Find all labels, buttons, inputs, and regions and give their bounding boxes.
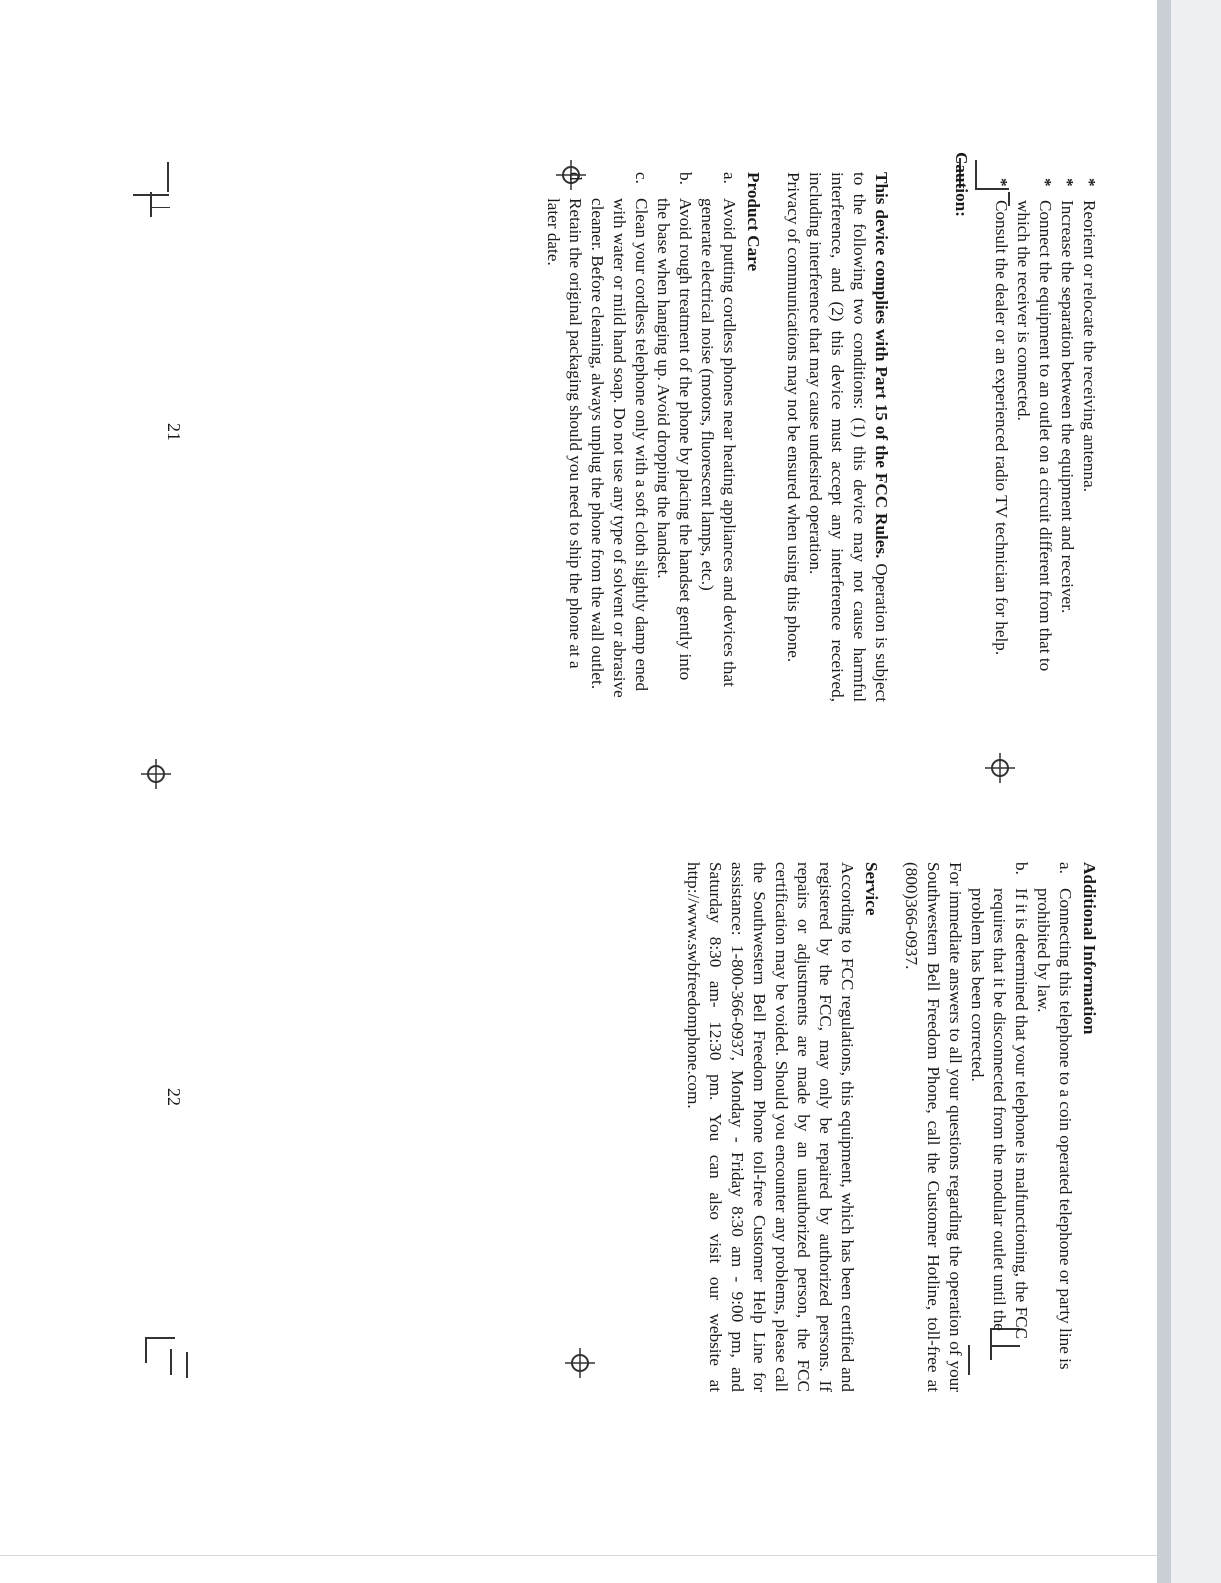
fcc-heading: This device complies with Part 15 of the FCC Rules. [872, 172, 891, 559]
list-item: * Consult the dealer or an experienced radio TV technician for help. [992, 178, 1011, 656]
scan-margin [1171, 0, 1221, 1583]
list-item: * Increase the separation between the equipment and receiver. [1058, 178, 1077, 614]
list-item: * Reorient or relocate the receiving antenna. [1080, 178, 1099, 493]
additional-information-list [966, 862, 1076, 1392]
list-item: b. If it is determined that your telephone is malfunctioning, the FCC requires that it be disconnected from the modular outlet until the problem has been corrected. [968, 862, 1031, 1340]
interference-list [990, 172, 1100, 702]
hotline-paragraph: For immediate answers to all your questions regarding the operation of your Southwestern Bell Freedom Phone, call the Customer Hotline, toll-free at (800)366-0937. [902, 862, 965, 1392]
fcc-compliance-paragraph [804, 172, 892, 702]
list-item: b. Avoid rough treatment of the phone by placing the handset gently into the base when hanging up. Avoid dropping the handset. [654, 172, 695, 681]
additional-information-heading: Additional Information [1080, 862, 1099, 1035]
list-item: a. Avoid putting cordless phones near heating appliances and devices that generate electrical noise (motors, fluorescent lamps, etc.) [698, 172, 739, 687]
manual-spread [120, 132, 1100, 1452]
page-21 [542, 152, 1100, 702]
page-number: 22 [164, 1088, 184, 1106]
list-item: a. Connecting this telephone to a coin operated telephone or party line is prohibited by law. [1034, 862, 1075, 1370]
product-care-heading: Product Care [744, 172, 763, 272]
list-item: d. Retain the original packaging should you need to ship the phone at a later date. [544, 172, 585, 669]
product-care-list [542, 172, 740, 702]
scan-bottom-line [0, 1555, 1160, 1556]
fcc-text: Operation is subject to the following two conditions: (1) this device may not cause harmful interference, and (2) this device must accept any interference received, including interference that may cause undesired operation. [806, 172, 891, 702]
page-22 [682, 862, 1100, 1392]
page-number: 21 [164, 423, 184, 441]
list-item: c. Clean your cordless telephone only with a soft cloth slightly damp ened with water or mild hand soap. Do not use any type of solvent or abrasive cleaner. Before cleaning, always unplug the phone from the wall outlet. [588, 172, 651, 698]
caution-label: Caution: [952, 152, 971, 217]
list-item: * Connect the equipment to an outlet on a circuit different from that to which the receiver is connected. [1014, 178, 1055, 672]
service-paragraph: According to FCC regulations, this equipment, which has been certified and registered by the FCC, may only be repaired by authorized persons. If repairs or adjustments are made by an unauthorized person, the FCC certification may be voided. Should you encounter any problems, please call the Southwestern Bell Freedom Phone toll-free Customer Help Line for assistance: 1-800-366-0937, Monday - Friday 8:30 am - 9:00 pm, and Saturday 8:30 am- 12:30 pm. You can also visit our website at http://www.swbfreedomphone.com. [684, 862, 857, 1392]
privacy-paragraph: Privacy of communications may not be ensured when using this phone. [784, 172, 803, 663]
scan-edge [1157, 0, 1171, 1583]
service-heading: Service [862, 862, 881, 916]
